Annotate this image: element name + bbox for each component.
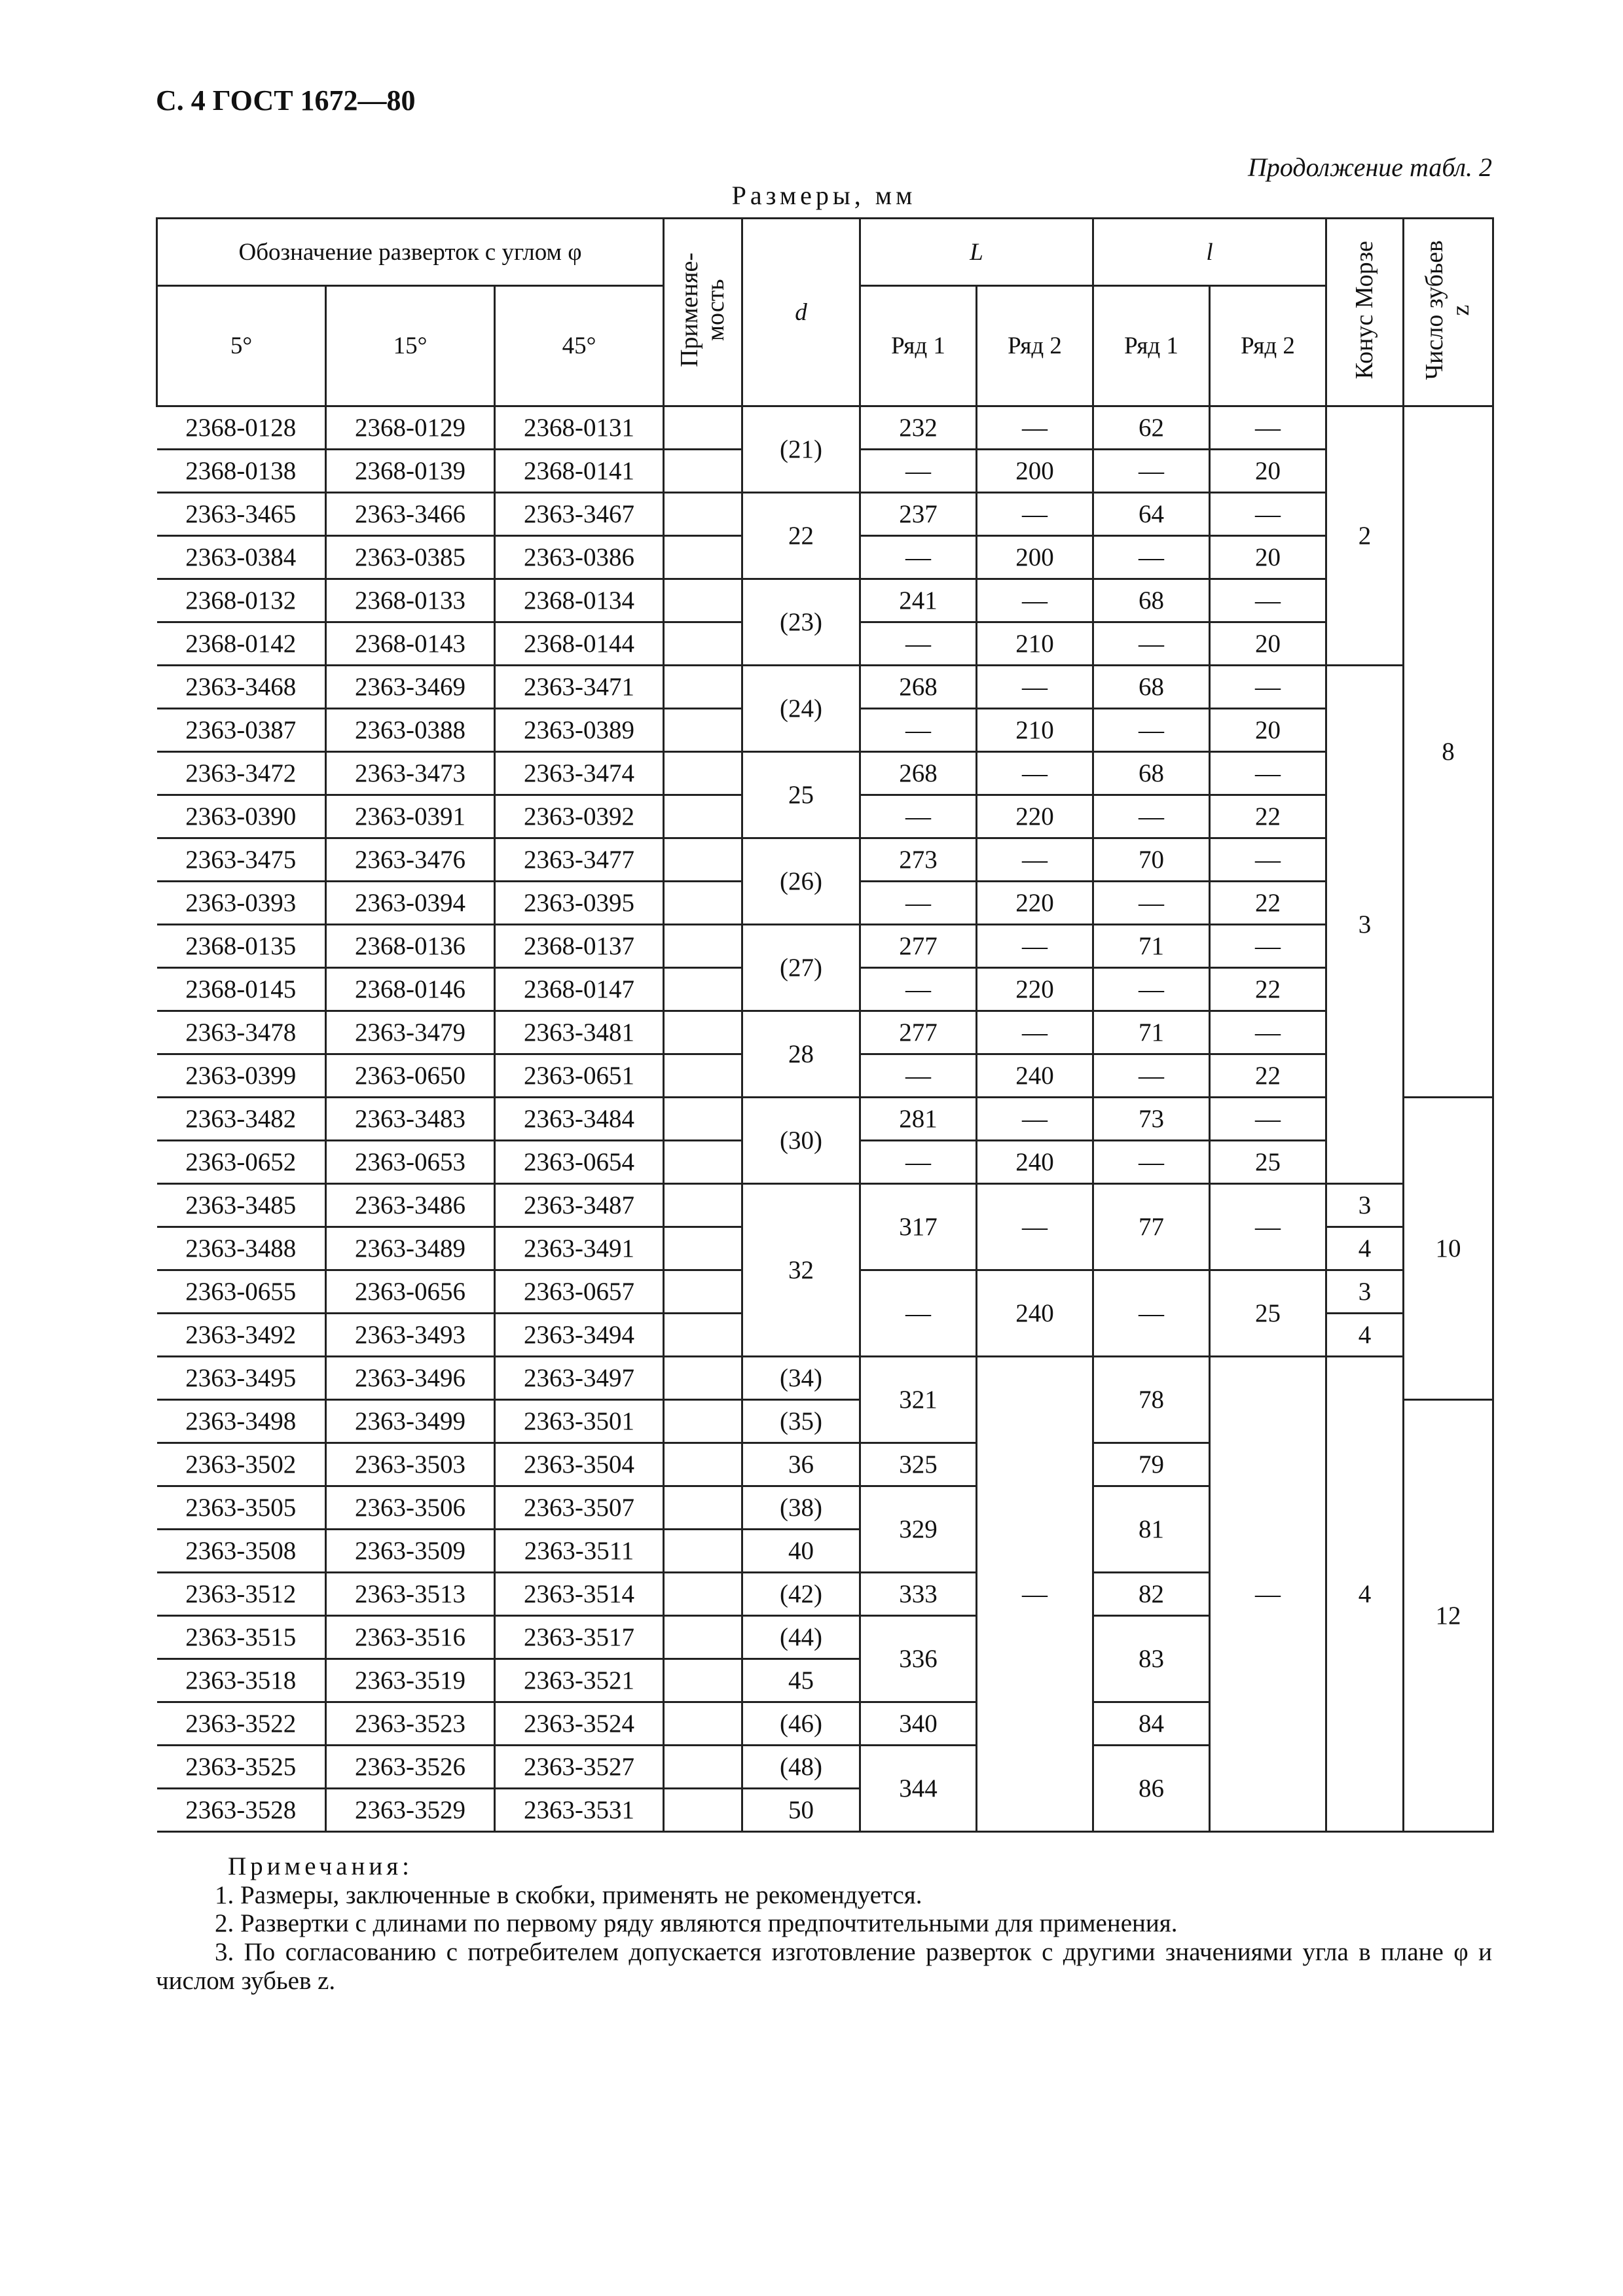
d-value: (42) [742,1573,860,1616]
l-row1-value: — [1093,968,1210,1011]
applicability-cell [664,968,742,1011]
L-row1-value: — [860,1270,977,1357]
morse-taper-label: Конус Морзе [1350,240,1378,380]
d-value: (34) [742,1357,860,1400]
designation-45deg: 2368-0134 [495,579,664,622]
l-row2-value: — [1210,838,1326,882]
designation-5deg: 2363-3482 [157,1098,326,1141]
applicability-cell [664,752,742,795]
designation-45deg: 2363-3511 [495,1530,664,1573]
designation-45deg: 2363-3517 [495,1616,664,1659]
designation-15deg: 2363-3469 [326,666,495,709]
l-row2-header: Ряд 2 [1210,286,1326,406]
l-row2-value: 25 [1210,1270,1326,1357]
designation-5deg: 2363-3488 [157,1227,326,1270]
applicability-cell [664,1659,742,1702]
designation-5deg: 2363-0655 [157,1270,326,1314]
applicability-cell [664,666,742,709]
l-row1-value: — [1093,709,1210,752]
designation-5deg: 2368-0145 [157,968,326,1011]
designation-5deg: 2363-3492 [157,1314,326,1357]
applicability-cell [664,1789,742,1832]
applicability-cell [664,882,742,925]
L-row1-value: 268 [860,752,977,795]
applicability-cell [664,1098,742,1141]
designation-45deg: 2363-3491 [495,1227,664,1270]
l-row2-value: 22 [1210,795,1326,838]
designation-15deg: 2363-3466 [326,493,495,536]
L-row2-value: 240 [977,1141,1093,1184]
designation-15deg: 2363-0394 [326,882,495,925]
L-row2-value: 220 [977,795,1093,838]
dimensions-caption: Размеры, мм [731,181,917,210]
l-row1-value: 71 [1093,925,1210,968]
applicability-cell [664,925,742,968]
designation-5deg: 2363-3502 [157,1443,326,1486]
L-row2-header: Ряд 2 [977,286,1093,406]
L-row1-value: 277 [860,1011,977,1054]
applicability-cell [664,709,742,752]
L-row2-value: — [977,838,1093,882]
morse-taper-value: 4 [1326,1314,1404,1357]
applicability-cell [664,1746,742,1789]
applicability-cell [664,536,742,579]
designation-45deg: 2363-3521 [495,1659,664,1702]
l-row1-value: 79 [1093,1443,1210,1486]
L-row2-value: 240 [977,1270,1093,1357]
designation-5deg: 2363-3475 [157,838,326,882]
designation-45deg: 2363-0386 [495,536,664,579]
designation-5deg: 2363-3505 [157,1486,326,1530]
notes-section [156,1852,1492,1995]
note-item: 2. Развертки с длинами по первому ряду являются предпочтительными для применения. [215,1909,1178,1938]
d-value: (48) [742,1746,860,1789]
applicability-cell [664,795,742,838]
applicability-cell [664,1054,742,1098]
l-row2-value: — [1210,406,1326,450]
l-row1-value: — [1093,1054,1210,1098]
l-row2-value: 22 [1210,968,1326,1011]
d-value: (30) [742,1098,860,1184]
designation-15deg: 2363-3496 [326,1357,495,1400]
designation-5deg: 2363-3485 [157,1184,326,1227]
d-header: d [742,219,860,406]
designation-15deg: 2363-3489 [326,1227,495,1270]
L-row2-value: — [977,925,1093,968]
teeth-count-value: 8 [1404,406,1493,1098]
table-body [157,406,1493,1832]
L-row1-value: 321 [860,1357,977,1443]
l-row1-value: 86 [1093,1746,1210,1832]
designation-header: Обозначение разверток с углом φ [157,219,664,286]
angle-5-header: 5° [157,286,326,406]
table-row [157,752,1493,795]
teeth-count-header [1404,219,1493,406]
designation-45deg: 2363-0657 [495,1270,664,1314]
designation-15deg: 2363-3473 [326,752,495,795]
designation-15deg: 2363-3503 [326,1443,495,1486]
L-row1-value: 268 [860,666,977,709]
designation-5deg: 2363-3465 [157,493,326,536]
designation-45deg: 2368-0137 [495,925,664,968]
applicability-cell [664,450,742,493]
designation-45deg: 2363-3474 [495,752,664,795]
applicability-cell [664,1184,742,1227]
l-row1-value: 70 [1093,838,1210,882]
designation-15deg: 2363-3516 [326,1616,495,1659]
l-row2-value: — [1210,493,1326,536]
l-row1-value: — [1093,622,1210,666]
designation-45deg: 2363-3477 [495,838,664,882]
page-header: С. 4 ГОСТ 1672—80 [156,84,416,117]
L-row2-value: — [977,579,1093,622]
l-row1-value: — [1093,536,1210,579]
L-row2-value: — [977,666,1093,709]
teeth-count-label: Число зубьев z [1421,240,1475,380]
l-row1-value: — [1093,450,1210,493]
designation-5deg: 2363-3512 [157,1573,326,1616]
l-row2-value: — [1210,1357,1326,1832]
designation-15deg: 2363-3499 [326,1400,495,1443]
designation-45deg: 2363-3494 [495,1314,664,1357]
l-header: l [1093,219,1326,286]
l-row1-value: — [1093,882,1210,925]
designation-15deg: 2368-0129 [326,406,495,450]
applicability-cell [664,1573,742,1616]
l-row2-value: 25 [1210,1141,1326,1184]
designation-15deg: 2368-0139 [326,450,495,493]
d-value: 22 [742,493,860,579]
l-row1-value: — [1093,1141,1210,1184]
designation-5deg: 2363-3508 [157,1530,326,1573]
designation-5deg: 2363-0652 [157,1141,326,1184]
designation-45deg: 2363-3497 [495,1357,664,1400]
applicability-cell [664,1702,742,1746]
l-row2-value: — [1210,925,1326,968]
designation-5deg: 2363-3498 [157,1400,326,1443]
designation-45deg: 2363-3504 [495,1443,664,1486]
notes-heading: Примечания: [228,1852,413,1880]
L-row1-value: — [860,1141,977,1184]
applicability-cell [664,1011,742,1054]
designation-5deg: 2363-0393 [157,882,326,925]
designation-15deg: 2363-3483 [326,1098,495,1141]
l-row2-value: 20 [1210,622,1326,666]
morse-taper-header [1326,219,1404,406]
designation-45deg: 2368-0131 [495,406,664,450]
designation-15deg: 2363-3529 [326,1789,495,1832]
d-value: 50 [742,1789,860,1832]
designation-5deg: 2363-3522 [157,1702,326,1746]
L-row1-value: 333 [860,1573,977,1616]
applicability-cell [664,1616,742,1659]
l-row1-value: 71 [1093,1011,1210,1054]
d-value: (23) [742,579,860,666]
designation-15deg: 2368-0146 [326,968,495,1011]
designation-5deg: 2368-0128 [157,406,326,450]
designation-15deg: 2363-3513 [326,1573,495,1616]
designation-15deg: 2363-3519 [326,1659,495,1702]
table-row [157,406,1493,450]
l-row2-value: — [1210,752,1326,795]
l-row1-value: 81 [1093,1486,1210,1573]
l-row2-value: — [1210,1098,1326,1141]
table-row [157,493,1493,536]
angle-15-header: 15° [326,286,495,406]
L-row1-value: 241 [860,579,977,622]
designation-45deg: 2363-3527 [495,1746,664,1789]
designation-15deg: 2363-0653 [326,1141,495,1184]
l-row1-value: 73 [1093,1098,1210,1141]
designation-15deg: 2363-3493 [326,1314,495,1357]
L-row2-value: — [977,493,1093,536]
designation-15deg: 2363-3509 [326,1530,495,1573]
l-row1-value: — [1093,795,1210,838]
morse-taper-value: 4 [1326,1227,1404,1270]
designation-45deg: 2363-0651 [495,1054,664,1098]
L-header: L [860,219,1093,286]
l-row2-value: 22 [1210,1054,1326,1098]
designation-5deg: 2363-0387 [157,709,326,752]
l-row1-value: 84 [1093,1702,1210,1746]
designation-5deg: 2363-0399 [157,1054,326,1098]
L-row1-value: 232 [860,406,977,450]
designation-5deg: 2368-0132 [157,579,326,622]
l-row1-value: 82 [1093,1573,1210,1616]
table-row [157,1184,1493,1227]
l-row2-value: — [1210,1184,1326,1270]
d-value: 36 [742,1443,860,1486]
designation-45deg: 2363-0654 [495,1141,664,1184]
morse-taper-value: 3 [1326,666,1404,1184]
l-row1-value: — [1093,1270,1210,1357]
reamer-dimensions-table [156,217,1494,1833]
designation-45deg: 2363-3507 [495,1486,664,1530]
L-row1-value: 344 [860,1746,977,1832]
designation-45deg: 2368-0147 [495,968,664,1011]
L-row2-value: 240 [977,1054,1093,1098]
designation-5deg: 2363-3478 [157,1011,326,1054]
L-row2-value: 210 [977,709,1093,752]
table-row [157,925,1493,968]
l-row1-value: 68 [1093,666,1210,709]
designation-5deg: 2368-0138 [157,450,326,493]
designation-45deg: 2363-3531 [495,1789,664,1832]
designation-15deg: 2363-3486 [326,1184,495,1227]
teeth-count-value: 12 [1404,1400,1493,1832]
table-row [157,1357,1493,1400]
L-row1-value: 317 [860,1184,977,1270]
l-row1-value: 62 [1093,406,1210,450]
designation-15deg: 2363-3526 [326,1746,495,1789]
designation-45deg: 2363-0389 [495,709,664,752]
L-row1-value: — [860,622,977,666]
designation-45deg: 2363-3471 [495,666,664,709]
angle-45-header: 45° [495,286,664,406]
designation-45deg: 2363-3467 [495,493,664,536]
d-value: (21) [742,406,860,493]
L-row1-header: Ряд 1 [860,286,977,406]
L-row1-value: 277 [860,925,977,968]
designation-5deg: 2363-3515 [157,1616,326,1659]
L-row1-value: — [860,536,977,579]
d-value: 45 [742,1659,860,1702]
applicability-cell [664,838,742,882]
designation-15deg: 2363-0391 [326,795,495,838]
designation-15deg: 2363-0650 [326,1054,495,1098]
d-value: (35) [742,1400,860,1443]
d-value: (27) [742,925,860,1011]
designation-45deg: 2363-3514 [495,1573,664,1616]
applicability-cell [664,1443,742,1486]
L-row2-value: 220 [977,968,1093,1011]
L-row1-value: 273 [860,838,977,882]
applicability-cell [664,1227,742,1270]
designation-5deg: 2363-3528 [157,1789,326,1832]
applicability-cell [664,406,742,450]
applicability-cell [664,622,742,666]
designation-45deg: 2363-3481 [495,1011,664,1054]
applicability-cell [664,1530,742,1573]
L-row2-value: — [977,1184,1093,1270]
d-value: 40 [742,1530,860,1573]
L-row2-value: — [977,406,1093,450]
morse-taper-value: 4 [1326,1357,1404,1832]
note-item: 1. Размеры, заключенные в скобки, применять не рекомендуется. [215,1880,922,1909]
L-row1-value: — [860,795,977,838]
applicability-cell [664,1141,742,1184]
designation-15deg: 2363-0388 [326,709,495,752]
l-row1-value: 83 [1093,1616,1210,1702]
l-row1-header: Ряд 1 [1093,286,1210,406]
l-row2-value: 20 [1210,450,1326,493]
designation-45deg: 2363-3501 [495,1400,664,1443]
designation-5deg: 2363-3495 [157,1357,326,1400]
l-row2-value: 22 [1210,882,1326,925]
d-value: 25 [742,752,860,838]
l-row2-value: — [1210,1011,1326,1054]
applicability-cell [664,1400,742,1443]
L-row1-value: — [860,450,977,493]
L-row1-value: 325 [860,1443,977,1486]
applicability-header [664,219,742,406]
applicability-cell [664,579,742,622]
designation-5deg: 2363-3468 [157,666,326,709]
l-row2-value: — [1210,666,1326,709]
l-row1-value: 68 [1093,752,1210,795]
table-continuation-label: Продолжение табл. 2 [1247,152,1492,182]
d-value: (24) [742,666,860,752]
designation-45deg: 2363-3487 [495,1184,664,1227]
l-row1-value: 78 [1093,1357,1210,1443]
l-row1-value: 64 [1093,493,1210,536]
L-row2-value: — [977,1357,1093,1832]
table-row [157,666,1493,709]
L-row2-value: — [977,752,1093,795]
designation-45deg: 2363-3484 [495,1098,664,1141]
applicability-label: Применяе- мость [675,252,729,368]
designation-45deg: 2363-0395 [495,882,664,925]
L-row1-value: 340 [860,1702,977,1746]
L-row2-value: 200 [977,450,1093,493]
designation-15deg: 2363-3476 [326,838,495,882]
L-row1-value: — [860,968,977,1011]
table-row [157,838,1493,882]
d-value: 28 [742,1011,860,1098]
l-row1-value: 68 [1093,579,1210,622]
L-row1-value: — [860,709,977,752]
l-row2-value: — [1210,579,1326,622]
applicability-cell [664,493,742,536]
L-row2-value: — [977,1098,1093,1141]
designation-15deg: 2363-3479 [326,1011,495,1054]
designation-15deg: 2368-0136 [326,925,495,968]
teeth-count-value: 10 [1404,1098,1493,1400]
designation-15deg: 2363-0385 [326,536,495,579]
applicability-cell [664,1314,742,1357]
L-row2-value: 200 [977,536,1093,579]
morse-taper-value: 3 [1326,1270,1404,1314]
table-row [157,579,1493,622]
designation-5deg: 2363-0390 [157,795,326,838]
l-row1-value: 77 [1093,1184,1210,1270]
table-row [157,1011,1493,1054]
designation-15deg: 2368-0143 [326,622,495,666]
designation-5deg: 2363-3472 [157,752,326,795]
designation-15deg: 2368-0133 [326,579,495,622]
d-value: 32 [742,1184,860,1357]
L-row2-value: 220 [977,882,1093,925]
designation-5deg: 2368-0142 [157,622,326,666]
note-item: 3. По согласованию с потребителем допускается изготовление разверток с другими значениями угла в плане φ и числом зубьев z. [156,1938,1492,1995]
applicability-cell [664,1486,742,1530]
l-row2-value: 20 [1210,536,1326,579]
designation-15deg: 2363-3506 [326,1486,495,1530]
L-row2-value: 210 [977,622,1093,666]
d-value: (46) [742,1702,860,1746]
L-row1-value: — [860,1054,977,1098]
applicability-cell [664,1270,742,1314]
morse-taper-value: 2 [1326,406,1404,666]
L-row1-value: 336 [860,1616,977,1702]
designation-5deg: 2363-0384 [157,536,326,579]
L-row1-value: 281 [860,1098,977,1141]
designation-45deg: 2363-0392 [495,795,664,838]
d-value: (26) [742,838,860,925]
applicability-cell [664,1357,742,1400]
L-row1-value: — [860,882,977,925]
designation-45deg: 2368-0141 [495,450,664,493]
l-row2-value: 20 [1210,709,1326,752]
designation-45deg: 2368-0144 [495,622,664,666]
d-value: (44) [742,1616,860,1659]
L-row1-value: 329 [860,1486,977,1573]
designation-5deg: 2363-3525 [157,1746,326,1789]
designation-5deg: 2363-3518 [157,1659,326,1702]
designation-45deg: 2363-3524 [495,1702,664,1746]
designation-5deg: 2368-0135 [157,925,326,968]
designation-15deg: 2363-0656 [326,1270,495,1314]
d-value: (38) [742,1486,860,1530]
L-row1-value: 237 [860,493,977,536]
L-row2-value: — [977,1011,1093,1054]
morse-taper-value: 3 [1326,1184,1404,1227]
table-row [157,1098,1493,1141]
designation-15deg: 2363-3523 [326,1702,495,1746]
